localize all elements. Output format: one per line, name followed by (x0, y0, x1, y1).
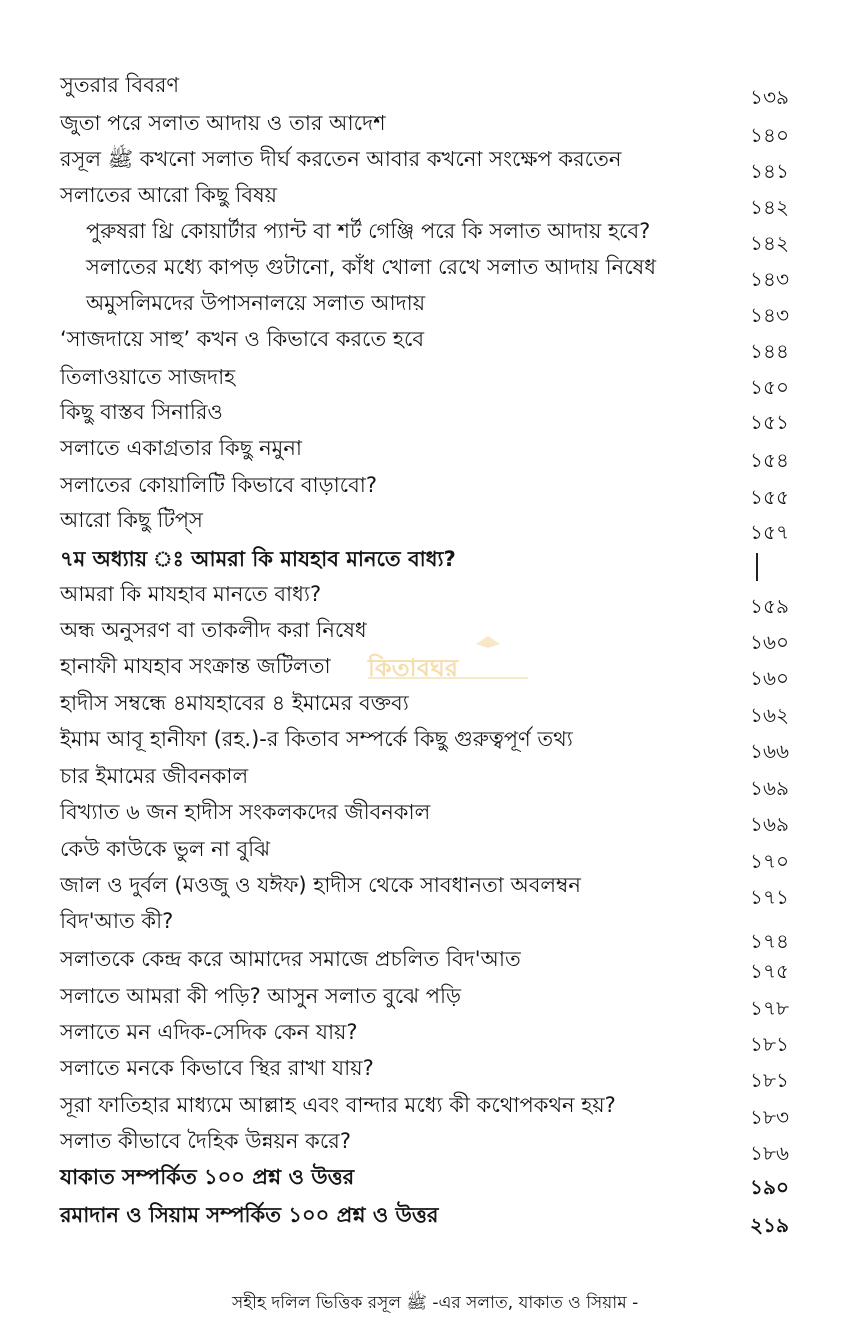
toc-entry-title: ‘সাজদায়ে সাহু’ কখন ও কিভাবে করতে হবে (60, 327, 425, 351)
toc-entry-page-number: ১৩৯ (750, 85, 789, 109)
toc-entry (0, 433, 858, 472)
toc-entry-title: জাল ও দুর্বল (মওজু ও যঈফ) হাদীস থেকে সাবধানতা অবলম্বন (60, 873, 581, 897)
toc-entry (0, 724, 858, 763)
toc-entry-page-number: ১৫১ (750, 410, 789, 434)
toc-entry-page-number: ১৬০ (750, 630, 789, 654)
toc-entry-page-number: ১৪২ (750, 231, 789, 255)
toc-entry (0, 906, 858, 953)
toc-entry (0, 470, 858, 509)
toc-entry (0, 324, 858, 363)
toc-entry (0, 1162, 858, 1199)
toc-entry-title: তিলাওয়াতে সাজদাহ (60, 365, 236, 389)
toc-entry-page-number: ১৭০ (750, 849, 789, 873)
toc-entry (0, 1200, 858, 1237)
toc-entry-title: চার ইমামের জীবনকাল (60, 764, 249, 788)
toc-entry (0, 70, 858, 109)
toc-entry-title: আরো কিছু টিপ্‌স (60, 508, 203, 532)
toc-entry-title: কেউ কাউকে ভুল না বুঝি (60, 837, 271, 861)
toc-entry-title: অন্ধ অনুসরণ বা তাকলীদ করা নিষেধ (60, 618, 367, 642)
toc-entry-title: অমুসলিমদের উপাসনালয়ে সলাত আদায় (86, 291, 426, 315)
toc-entry (0, 579, 858, 618)
toc-entry-page-number: ১৪২ (750, 195, 789, 219)
toc-entry-title: সূরা ফাতিহার মাধ্যমে আল্লাহ এবং বান্দার মধ্যে কী কথোপকথন হয়? (60, 1093, 616, 1117)
toc-entry-title: ৭ম অধ্যায় ঃ আমরা কি মাযহাব মানতে বাধ্য? (60, 547, 456, 571)
toc-entry-page-number: ১৭৮ (750, 996, 789, 1020)
toc-entry-page-number: ১৬৬ (750, 739, 789, 763)
toc-entry-page-number: ২১৯ (750, 1213, 789, 1237)
chapter-heading-rule (756, 553, 758, 581)
running-footer: সহীহ দলিল ভিত্তিক রসূল ﷺ -এর সলাত, যাকাত ও সিয়াম - (232, 1293, 639, 1313)
toc-entry-page-number: ১৪৩ (750, 267, 789, 291)
toc-entry-page-number: ১৫০ (750, 375, 789, 399)
toc-entry-title: আমরা কি মাযহাব মানতে বাধ্য? (60, 582, 322, 606)
toc-entry-title: সলাতে মন এদিক-সেদিক কেন যায়? (60, 1020, 358, 1044)
toc-entry-title: হাদীস সম্বন্ধে ৪মাযহাবের ৪ ইমামের বক্তব্য (60, 691, 409, 715)
toc-entry (0, 505, 858, 544)
toc-entry-title: সলাতের মধ্যে কাপড় গুটানো, কাঁধ খোলা রেখে সলাত আদায় নিষেধ (86, 255, 656, 279)
toc-entry-title: রমাদান ও সিয়াম সম্পর্কিত ১০০ প্রশ্ন ও উত্তর (60, 1203, 439, 1227)
toc-entry-page-number: ১৭১ (750, 885, 789, 909)
toc-entry (0, 1017, 858, 1056)
toc-entry-page-number: ১৫৫ (750, 485, 789, 509)
toc-entry-title: সলাতে একাগ্রতার কিছু নমুনা (60, 436, 302, 460)
toc-entry-page-number: ১৪১ (750, 159, 789, 183)
toc-entry (0, 981, 858, 1020)
toc-entry-title: বিদ'আত কী? (60, 909, 174, 933)
toc-entry-title: সলাতে মনকে কিভাবে স্থির রাখা যায়? (60, 1056, 374, 1080)
toc-entry-page-number: ১৭৫ (750, 959, 789, 983)
toc-entry (0, 761, 858, 800)
toc-entry-page-number: ১৮১ (750, 1068, 789, 1092)
toc-entry-page-number: ১৮৩ (750, 1105, 789, 1129)
toc-entry (0, 288, 858, 327)
toc-entry-title: বিখ্যাত ৬ জন হাদীস সংকলকদের জীবনকাল (60, 800, 431, 824)
toc-entry (0, 362, 858, 399)
toc-entry (0, 144, 858, 183)
toc-entry-title: সলাতকে কেন্দ্র করে আমাদের সমাজে প্রচলিত বিদ'আত (60, 947, 521, 971)
toc-entry (0, 944, 858, 983)
toc-entry-title: জুতা পরে সলাত আদায় ও তার আদেশ (60, 111, 386, 135)
toc-entry (0, 252, 858, 291)
toc-entry-title: সুতরার বিবরণ (60, 73, 180, 97)
toc-entry-page-number: ১৬৯ (750, 812, 789, 836)
toc-entry-page-number: ১৬২ (750, 703, 789, 727)
toc-entry-page-number: ১৬৯ (750, 776, 789, 800)
toc-entry (0, 1090, 858, 1129)
toc-entry-page-number: ১৫৯ (750, 594, 789, 618)
toc-entry-page-number: ১৫৭ (750, 520, 789, 544)
toc-entry-title: রসূল ﷺ কখনো সলাত দীর্ঘ করতেন আবার কখনো সংক্ষেপ করতেন (60, 147, 622, 171)
toc-entry-page-number: ১৪৩ (750, 303, 789, 327)
toc-entry-title: সলাত কীভাবে দৈহিক উন্নয়ন করে? (60, 1129, 351, 1153)
toc-entry-page-number: ১৫৪ (750, 448, 789, 472)
toc-entry-title: সলাতে আমরা কী পড়ি? আসুন সলাত বুঝে পড়ি (60, 984, 461, 1008)
toc-entry (0, 834, 858, 873)
toc-entry-title: সলাতের আরো কিছু বিষয় (60, 183, 278, 207)
chapter-heading (0, 544, 858, 578)
toc-entry-page-number: ১৬০ (750, 666, 789, 690)
toc-entry (0, 397, 858, 434)
toc-entry (0, 797, 858, 836)
toc-entry-title: হানাফী মাযহাব সংক্রান্ত জটিলতা (60, 654, 331, 678)
toc-entry (0, 870, 858, 909)
toc-entry-page-number: ১৮৬ (750, 1141, 789, 1165)
toc-entry-title: ইমাম আবূ হানীফা (রহ.)-র কিতাব সম্পর্কে কিছু গুরুত্বপূর্ণ তথ্য (60, 727, 573, 751)
toc-entry-title: কিছু বাস্তব সিনারিও (60, 400, 223, 424)
toc-entry (0, 180, 858, 219)
toc-entry-page-number: ১৪০ (750, 123, 789, 147)
toc-entry (0, 216, 858, 255)
watermark-text: কিতাবঘর (368, 654, 459, 682)
toc-entry-title: পুরুষরা থ্রি কোয়ার্টার প্যান্ট বা শর্ট গেঞ্জি পরে কি সলাত আদায় হবে? (86, 219, 651, 243)
toc-entry-title: যাকাত সম্পর্কিত ১০০ প্রশ্ন ও উত্তর (60, 1165, 355, 1189)
toc-entry (0, 108, 858, 147)
toc-entry (0, 1126, 858, 1165)
toc-entry-page-number: ১৮১ (750, 1032, 789, 1056)
watermark-logo (358, 626, 538, 688)
toc-entry (0, 1053, 858, 1092)
toc-entry-page-number: ১৪৪ (750, 339, 789, 363)
toc-entry-title: সলাতের কোয়ালিটি কিভাবে বাড়াবো? (60, 473, 378, 497)
toc-entry (0, 688, 858, 727)
toc-entry-page-number: ১৭৪ (750, 929, 789, 953)
toc-entry-page-number: ১৯০ (750, 1175, 789, 1199)
